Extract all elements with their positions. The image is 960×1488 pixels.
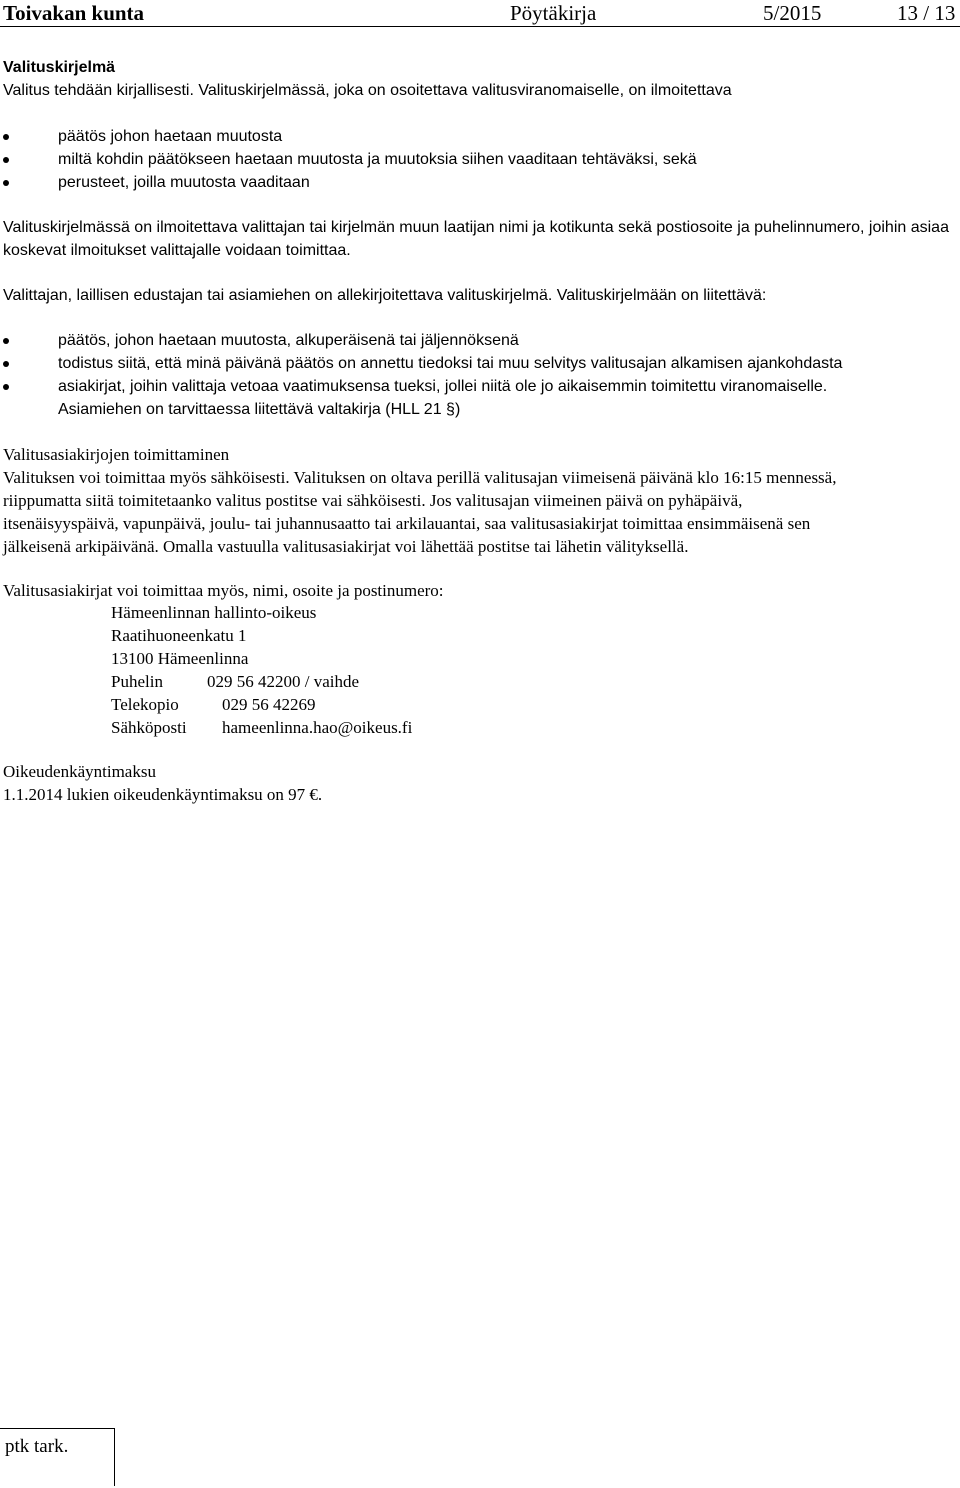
review-stamp-label: ptk tark. (5, 1436, 69, 1457)
list-item: päätös johon haetaan muutosta (3, 125, 955, 148)
section-title: Valituskirjelmä (3, 59, 116, 76)
fax-number: 029 56 42269 (222, 695, 316, 714)
bullet-icon (3, 361, 9, 367)
text-line: itsenäisyyspäivä, vapunpäivä, joulu- tai juhannusaatto tai arkilauantai, saa valitusasiakirjat toimittaa ensimmäisenä sen (3, 514, 811, 533)
text-line: riippumatta siitä toimitetaanko valitus postitse vai sähköisesti. Jos valitusajan viimeinen päivä on pyhäpäivä, (3, 491, 743, 510)
text-line: jälkeisenä arkipäivänä. Omalla vastuulla valitusasiakirjat voi lähettää postitse tai lähetin välityksellä. (3, 537, 689, 556)
paragraph: Valituskirjelmässä on ilmoitettava valittajan tai kirjelmän muun laatijan nimi ja kotikunta sekä postiosoite ja puhelinnumero, joihin asiaa koskevat ilmoitukset valittajalle voidaan toimittaa. (3, 219, 949, 259)
paragraph: Valittajan, laillisen edustajan tai asiamiehen on allekirjoitettava valituskirjelmä. Valituskirjelmään on liitettävä: (3, 287, 767, 304)
list-item: miltä kohdin päätökseen haetaan muutosta ja muutoksia siihen vaaditaan tehtäväksi, sekä (3, 148, 955, 171)
fax-label: Telekopio (111, 695, 179, 714)
email-label: Sähköposti (111, 718, 187, 737)
list-item: asiakirjat, joihin valittaja vetoaa vaatimuksensa tueksi, jollei niitä ole jo aikaisemmin toimitettu viranomaiselle. (3, 375, 955, 398)
email-row (111, 716, 611, 739)
email-address: hameenlinna.hao@oikeus.fi (222, 718, 413, 737)
section-title: Oikeudenkäyntimaksu (3, 762, 156, 781)
bullet-icon (3, 134, 9, 140)
document-type: Pöytäkirja (510, 1, 597, 25)
bullet-icon (3, 338, 9, 344)
fax-row (111, 693, 611, 716)
appeal-section (3, 56, 955, 102)
text-line: Valituksen voi toimittaa myös sähköisesti. Valituksen on oltava perillä valitusajan viimeisenä päivänä klo 16:15 mennessä, (3, 468, 837, 487)
postal-address: 13100 Hämeenlinna (111, 649, 249, 668)
attachment-list (3, 329, 955, 421)
list-item: todistus siitä, että minä päivänä päätös on annettu tiedoksi tai muu selvitys valitusajan alkamisen ajankohdasta (3, 352, 955, 375)
court-name: Hämeenlinnan hallinto-oikeus (111, 603, 317, 622)
phone-number: 029 56 42200 / vaihde (207, 672, 360, 691)
phone-row (111, 670, 611, 693)
address-intro: Valitusasiakirjat voi toimittaa myös, nimi, osoite ja postinumero: (3, 581, 444, 600)
page-number: 13 / 13 (897, 1, 956, 25)
fee-text: 1.1.2014 lukien oikeudenkäyntimaksu on 97 €. (3, 785, 323, 804)
list-item-note: Asiamiehen on tarvittaessa liitettävä valtakirja (HLL 21 §) (58, 401, 461, 418)
section-title: Valitusasiakirjojen toimittaminen (3, 445, 230, 464)
fee-section (3, 760, 955, 806)
document-number: 5/2015 (763, 1, 822, 25)
address-block (111, 601, 611, 739)
phone-label: Puhelin (111, 672, 163, 691)
section-intro: Valitus tehdään kirjallisesti. Valituskirjelmässä, joka on osoitettava valitusviranomaiselle, on ilmoitettava (3, 82, 732, 99)
list-item: päätös, johon haetaan muutosta, alkuperäisenä tai jäljennöksenä (3, 329, 955, 352)
review-stamp-box (0, 1428, 115, 1486)
organization-name: Toivakan kunta (3, 1, 145, 25)
delivery-section (3, 443, 955, 558)
bullet-icon (3, 157, 9, 163)
required-content-list (3, 125, 955, 194)
bullet-icon (3, 180, 9, 186)
page-header (0, 0, 960, 27)
bullet-icon (3, 384, 9, 390)
list-item: perusteet, joilla muutosta vaaditaan (3, 171, 955, 194)
street-address: Raatihuoneenkatu 1 (111, 626, 247, 645)
